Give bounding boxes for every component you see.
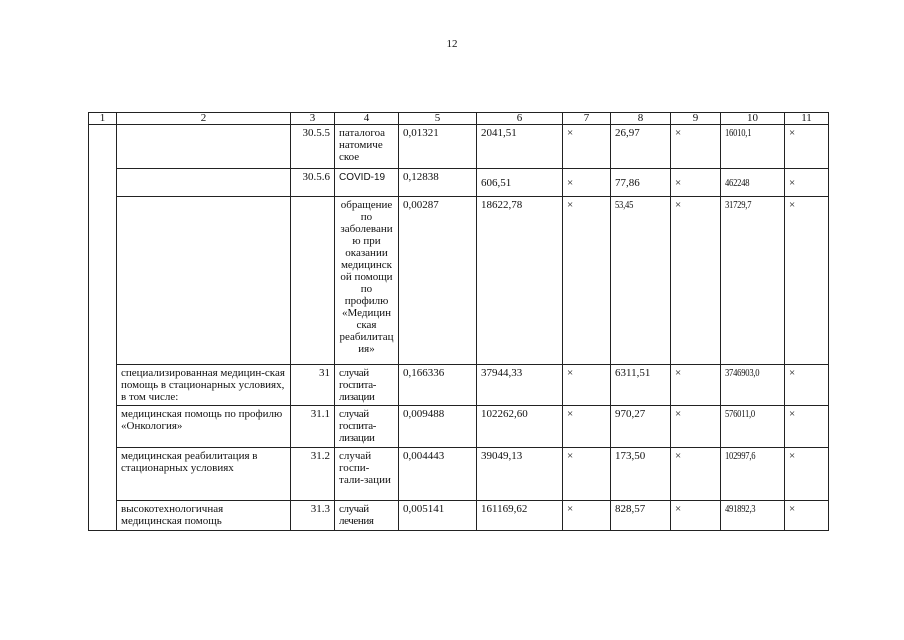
cell-c7: × [563, 125, 611, 169]
table-row [89, 406, 829, 448]
cell-c10-text: 576011,0 [725, 408, 755, 420]
cell-c10-text: 102997,6 [725, 450, 756, 462]
cell-c5: 0,01321 [399, 125, 477, 169]
cell-c6: 39049,13 [477, 448, 563, 501]
cell-c10-text: 3746903,0 [725, 367, 760, 379]
cell-c9: × [671, 501, 721, 531]
cell-c6: 37944,33 [477, 365, 563, 406]
cell-c9: × [671, 169, 721, 197]
table-row [89, 197, 829, 365]
cell-c9: × [671, 365, 721, 406]
col-header: 4 [335, 113, 399, 125]
cell-c3: 31.3 [291, 501, 335, 531]
cell-c4-text: COVID-19 [339, 172, 386, 183]
cell-c5: 0,00287 [399, 197, 477, 365]
cell-c3: 31.2 [291, 448, 335, 501]
cell-c6: 161169,62 [477, 501, 563, 531]
cell-c6: 102262,60 [477, 406, 563, 448]
cell-c5: 0,009488 [399, 406, 477, 448]
cell-c7: × [563, 501, 611, 531]
cell-c10-text: 16010,1 [725, 127, 752, 139]
cell-c5: 0,005141 [399, 501, 477, 531]
cell-c10 [721, 406, 785, 448]
cell-c7: × [563, 448, 611, 501]
cell-c8: 26,97 [611, 125, 671, 169]
cell-c11: × [785, 365, 829, 406]
cell-c2: специализированная медицин-ская помощь в стационарных условиях, в том числе: [117, 365, 291, 406]
cell-c5: 0,12838 [399, 169, 477, 197]
cell-c3: 31 [291, 365, 335, 406]
cell-c8: 828,57 [611, 501, 671, 531]
data-table [88, 112, 829, 531]
cell-c11: × [785, 125, 829, 169]
cell-c6: 2041,51 [477, 125, 563, 169]
cell-c4 [335, 169, 399, 197]
cell-c4: обращение по заболевани ю при оказании медицинск ой помощи по профилю «Медицин ская реабилитац ия» [335, 197, 399, 365]
col-header: 11 [785, 113, 829, 125]
col-header: 2 [117, 113, 291, 125]
cell-c10-text: 462248 [725, 176, 750, 189]
col-header: 8 [611, 113, 671, 125]
table-row [89, 448, 829, 501]
col-header: 5 [399, 113, 477, 125]
cell-c7: × [563, 365, 611, 406]
cell-c9: × [671, 448, 721, 501]
col-header: 3 [291, 113, 335, 125]
cell-c8: 77,86 [611, 169, 671, 197]
cell-c2: медицинская помощь по профилю «Онкология» [117, 406, 291, 448]
cell-c4: случай госпита-лизации [335, 406, 399, 448]
cell-c10 [721, 169, 785, 197]
cell-c9: × [671, 125, 721, 169]
cell-c2: высокотехнологичная медицинская помощь [117, 501, 291, 531]
cell-c1 [89, 125, 117, 531]
cell-c4: случай госпи-тали-зации [335, 448, 399, 501]
cell-c10 [721, 125, 785, 169]
page-number: 12 [446, 38, 458, 50]
col-header: 10 [721, 113, 785, 125]
col-header: 7 [563, 113, 611, 125]
cell-c10 [721, 448, 785, 501]
header-row [89, 113, 829, 125]
cell-c11: × [785, 448, 829, 501]
cell-c3: 31.1 [291, 406, 335, 448]
table-row [89, 169, 829, 197]
cell-c8: 970,27 [611, 406, 671, 448]
cell-c2 [117, 125, 291, 169]
cell-c5: 0,004443 [399, 448, 477, 501]
cell-c3: 30.5.6 [291, 169, 335, 197]
cell-c8: 173,50 [611, 448, 671, 501]
cell-c2 [117, 169, 291, 197]
cell-c7: × [563, 169, 611, 197]
cell-c8: 6311,51 [611, 365, 671, 406]
cell-c9: × [671, 406, 721, 448]
cell-c11: × [785, 169, 829, 197]
table-row [89, 365, 829, 406]
cell-c3: 30.5.5 [291, 125, 335, 169]
cell-c4: паталогоа натомиче ское [335, 125, 399, 169]
cell-c2 [117, 197, 291, 365]
cell-c11: × [785, 197, 829, 365]
cell-c6: 606,51 [477, 169, 563, 197]
cell-c11: × [785, 406, 829, 448]
cell-c7: × [563, 406, 611, 448]
cell-c7: × [563, 197, 611, 365]
cell-c6: 18622,78 [477, 197, 563, 365]
cell-c10 [721, 197, 785, 365]
cell-c4: случай госпита-лизации [335, 365, 399, 406]
cell-c11: × [785, 501, 829, 531]
cell-c10-text: 31729,7 [725, 199, 752, 211]
table-row [89, 501, 829, 531]
cell-c8-text: 53,45 [615, 199, 634, 211]
col-header: 6 [477, 113, 563, 125]
cell-c3 [291, 197, 335, 365]
cell-c5: 0,166336 [399, 365, 477, 406]
cell-c10-text: 491892,3 [725, 503, 756, 515]
cell-c10 [721, 365, 785, 406]
cell-c2: медицинская реабилитация в стационарных условиях [117, 448, 291, 501]
col-header: 1 [89, 113, 117, 125]
cell-c10 [721, 501, 785, 531]
table-row [89, 125, 829, 169]
col-header: 9 [671, 113, 721, 125]
cell-c8 [611, 197, 671, 365]
cell-c9: × [671, 197, 721, 365]
cell-c4: случай лечения [335, 501, 399, 531]
